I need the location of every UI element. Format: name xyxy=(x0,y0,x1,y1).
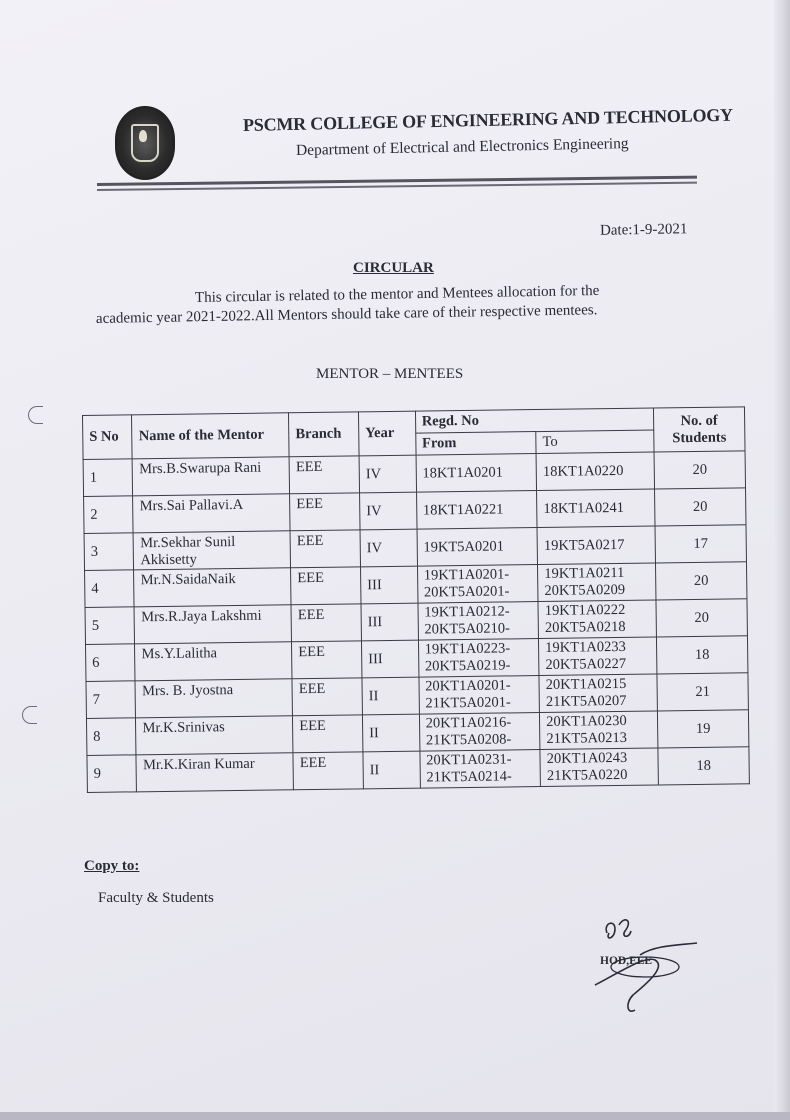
cell-regd-to-line-1: 19KT5A0217 xyxy=(543,536,625,554)
cell-regd-to-line-1: 19KT1A0211 xyxy=(544,564,625,582)
cell-mentor-name: Mrs.Sai Pallavi.A xyxy=(133,494,290,533)
cell-year: IV xyxy=(360,492,417,530)
cell-regd-from-line-1: 19KT1A0201- xyxy=(423,566,510,584)
circular-title: CIRCULAR xyxy=(353,260,434,276)
department-name: Department of Electrical and Electronics Engineering xyxy=(295,135,629,159)
cell-regd-to-line-2: 21KT5A0207 xyxy=(545,692,627,710)
logo-lamp-icon xyxy=(139,130,147,142)
punch-hole xyxy=(22,706,37,724)
cell-mentor-name: Mrs.B.Swarupa Rani xyxy=(133,457,290,496)
cell-year: II xyxy=(362,677,419,715)
cell-branch: EEE xyxy=(291,604,361,642)
cell-regd-to xyxy=(538,563,656,602)
cell-no-of-students: 17 xyxy=(655,525,746,563)
page-edge xyxy=(774,0,790,1120)
cell-year: III xyxy=(360,566,417,604)
cell-regd-from xyxy=(417,565,538,604)
cell-regd-to-line-2: 21KT5A0220 xyxy=(546,766,628,784)
cell-no-of-students: 18 xyxy=(658,747,749,785)
circular-date: Date:1-9-2021 xyxy=(599,221,688,239)
cell-branch: EEE xyxy=(292,678,362,716)
cell-regd-from-line-1: 18KT1A0221 xyxy=(422,500,504,519)
cell-year: IV xyxy=(360,529,417,567)
cell-regd-to-line-2: 20KT5A0218 xyxy=(544,618,626,636)
cell-regd-from xyxy=(419,713,540,752)
copy-to-recipients: Faculty & Students xyxy=(98,890,214,906)
cell-mentor-name: Mr.N.SaidaNaik xyxy=(134,568,291,607)
cell-sno: 5 xyxy=(85,607,135,645)
cell-branch: EEE xyxy=(290,493,360,531)
cell-sno: 7 xyxy=(86,681,136,719)
hod-signature xyxy=(585,915,705,1025)
cell-regd-from xyxy=(418,639,539,678)
header-mentor-name: Name of the Mentor xyxy=(132,413,289,459)
cell-no-of-students: 20 xyxy=(656,599,747,637)
body-text-line-1: This circular is related to the mentor and Mentees allocation for the xyxy=(194,282,600,306)
cell-mentor-name: Mrs.R.Jaya Lakshmi xyxy=(134,605,291,644)
college-name: PSCMR COLLEGE OF ENGINEERING AND TECHNOLOGY xyxy=(242,104,734,135)
cell-regd-from xyxy=(420,750,541,789)
cell-regd-from-line-2: 21KT5A0214- xyxy=(426,768,512,786)
cell-regd-to xyxy=(539,637,657,676)
cell-no-of-students: 20 xyxy=(656,562,747,600)
cell-regd-from-line-1: 18KT1A0201 xyxy=(422,463,504,482)
cell-regd-from-line-1: 19KT5A0201 xyxy=(423,537,505,556)
cell-regd-to xyxy=(540,748,658,787)
cell-regd-from-line-2: 21KT5A0201- xyxy=(425,694,511,712)
cell-regd-from-line-2: 20KT5A0219- xyxy=(424,657,511,675)
mentor-mentee-table xyxy=(82,406,750,793)
cell-regd-to-line-2: 20KT5A0227 xyxy=(545,655,627,673)
cell-regd-to-line-1: 20KT1A0230 xyxy=(546,712,627,730)
cell-branch: EEE xyxy=(293,752,363,790)
cell-branch: EEE xyxy=(290,530,360,568)
cell-regd-to xyxy=(540,711,658,750)
cell-mentor-name: Mr.K.Srinivas xyxy=(136,716,293,755)
cell-regd-to-line-1: 18KT1A0241 xyxy=(543,499,625,517)
copy-to-label: Copy to: xyxy=(84,858,140,874)
cell-sno: 2 xyxy=(84,496,134,534)
cell-regd-from-line-1: 19KT1A0223- xyxy=(424,640,511,658)
mentor-table-wrapper xyxy=(82,406,750,793)
cell-sno: 8 xyxy=(86,718,136,756)
cell-mentor-name: Mrs. B. Jyostna xyxy=(135,679,292,718)
table-body xyxy=(83,451,749,793)
cell-no-of-students: 20 xyxy=(655,488,746,526)
cell-no-of-students: 21 xyxy=(657,673,748,711)
cell-year: II xyxy=(363,751,420,789)
cell-regd-to xyxy=(536,452,654,491)
cell-regd-to-line-1: 19KT1A0222 xyxy=(544,601,626,619)
punch-hole xyxy=(28,406,43,424)
cell-no-of-students: 18 xyxy=(656,636,747,674)
cell-year: III xyxy=(361,603,418,641)
cell-regd-to-line-1: 18KT1A0220 xyxy=(542,462,624,480)
header-branch: Branch xyxy=(289,412,359,457)
cell-regd-from xyxy=(418,602,539,641)
cell-regd-from xyxy=(416,454,537,493)
cell-branch: EEE xyxy=(289,456,359,494)
cell-no-of-students: 20 xyxy=(654,451,745,489)
cell-year: IV xyxy=(359,455,416,493)
cell-mentor-name: Mr.Sekhar Sunil Akkisetty xyxy=(134,531,291,570)
header-from: From xyxy=(415,432,536,456)
cell-regd-to xyxy=(537,489,655,528)
page-bottom-edge xyxy=(0,1112,790,1120)
cell-sno: 9 xyxy=(87,755,137,793)
table-title: MENTOR – MENTEES xyxy=(316,366,464,382)
cell-year: III xyxy=(361,640,418,678)
header-year: Year xyxy=(358,411,415,456)
cell-regd-from-line-2: 20KT5A0201- xyxy=(423,583,510,601)
cell-regd-to-line-2: 21KT5A0213 xyxy=(546,729,628,747)
cell-regd-to-line-1: 20KT1A0215 xyxy=(545,675,627,693)
cell-regd-from xyxy=(416,491,537,530)
cell-sno: 1 xyxy=(83,459,133,497)
cell-mentor-name: Mr.K.Kiran Kumar xyxy=(136,753,293,792)
cell-regd-to-line-1: 20KT1A0243 xyxy=(546,749,628,767)
cell-regd-from xyxy=(417,528,538,567)
header-no-of-students: No. of Students xyxy=(653,407,745,452)
cell-regd-from-line-1: 19KT1A0212- xyxy=(424,603,510,621)
header-sno: S No xyxy=(83,415,133,460)
cell-branch: EEE xyxy=(291,567,361,605)
signature-designation: HOD,EEE xyxy=(600,955,653,967)
cell-regd-from-line-2: 21KT5A0208- xyxy=(425,731,512,749)
cell-sno: 3 xyxy=(84,533,134,571)
cell-sno: 6 xyxy=(86,644,136,682)
cell-regd-from xyxy=(419,676,540,715)
body-text-line-2: academic year 2021-2022.All Mentors should take care of their respective mentees. xyxy=(95,302,598,327)
college-logo xyxy=(115,106,175,180)
logo-emblem xyxy=(131,124,159,162)
cell-regd-from-line-1: 20KT1A0201- xyxy=(425,677,511,695)
header-to: To xyxy=(536,430,654,454)
cell-branch: EEE xyxy=(293,715,363,753)
cell-regd-to xyxy=(538,600,656,639)
cell-no-of-students: 19 xyxy=(657,710,748,748)
cell-regd-to-line-2: 20KT5A0209 xyxy=(544,581,626,599)
cell-sno: 4 xyxy=(85,570,135,608)
cell-regd-to xyxy=(537,526,655,565)
cell-mentor-name: Ms.Y.Lalitha xyxy=(135,642,292,681)
cell-regd-from-line-1: 20KT1A0216- xyxy=(425,714,512,732)
header-regd-no: Regd. No xyxy=(415,408,654,433)
cell-regd-from-line-2: 20KT5A0210- xyxy=(424,620,510,638)
cell-branch: EEE xyxy=(292,641,362,679)
cell-regd-to xyxy=(539,674,657,713)
cell-year: II xyxy=(362,714,419,752)
cell-regd-to-line-1: 19KT1A0233 xyxy=(545,638,626,656)
cell-regd-from-line-1: 20KT1A0231- xyxy=(426,751,512,769)
